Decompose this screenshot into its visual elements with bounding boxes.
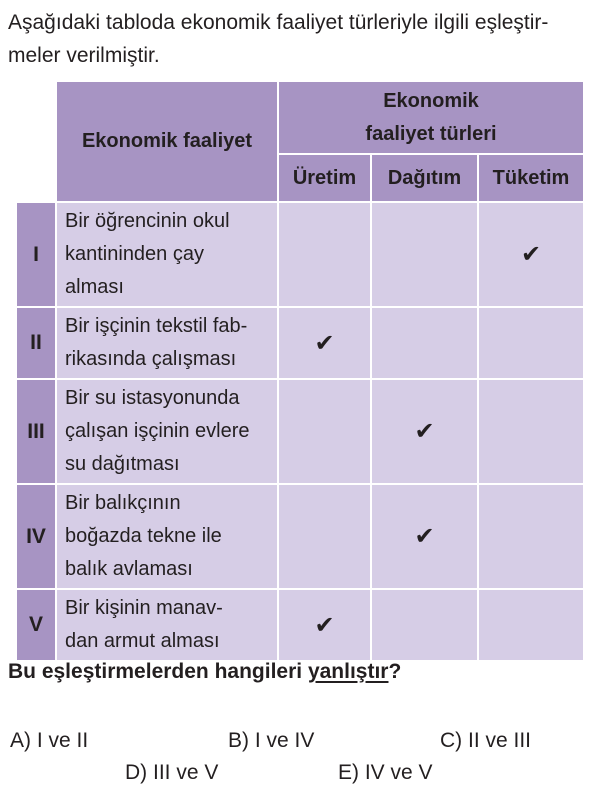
description-line: Bir balıkçının xyxy=(65,492,181,514)
option-e[interactable]: E) IV ve V xyxy=(338,761,433,784)
header-types-line-1: Ekonomik xyxy=(383,89,479,112)
header-type-tuketim: Tüketim xyxy=(479,155,583,201)
type-cell xyxy=(279,590,370,660)
row-number: II xyxy=(17,308,55,378)
description-line: rikasında çalışması xyxy=(65,348,237,370)
question-end: ? xyxy=(388,660,402,683)
intro-line-1: Aşağıdaki tabloda ekonomik faaliyet türleriyle ilgili eşleştir- xyxy=(8,11,549,34)
activity-table xyxy=(15,80,585,662)
type-cell xyxy=(372,308,477,378)
row-number: IV xyxy=(17,485,55,588)
activity-description xyxy=(57,203,277,306)
header-activity: Ekonomik faaliyet xyxy=(57,82,277,201)
checkmark-icon: ✔ xyxy=(414,418,435,445)
corner-blank xyxy=(17,82,55,201)
type-cell xyxy=(479,590,583,660)
option-d[interactable]: D) III ve V xyxy=(125,761,219,784)
type-cell xyxy=(279,380,370,483)
description-line: alması xyxy=(65,276,124,298)
question-lead: Bu eşleştirmelerden hangileri xyxy=(8,660,308,683)
checkmark-icon: ✔ xyxy=(520,241,542,268)
header-type-dagitim: Dağıtım xyxy=(372,155,477,201)
intro-text xyxy=(8,6,590,72)
description-line: boğazda tekne ile xyxy=(65,525,222,547)
question-text xyxy=(8,660,401,684)
row-number: III xyxy=(17,380,55,483)
description-line: Bir işçinin tekstil fab- xyxy=(65,315,248,337)
table-row xyxy=(17,485,583,588)
table-row xyxy=(17,203,583,306)
header-types-line-2: faaliyet türleri xyxy=(365,122,497,145)
activity-description xyxy=(57,485,277,588)
type-cell xyxy=(479,308,583,378)
type-cell xyxy=(479,203,583,306)
intro-line-2: meler verilmiştir. xyxy=(8,44,160,67)
checkmark-icon: ✔ xyxy=(314,329,335,357)
description-line: su dağıtması xyxy=(65,453,180,475)
checkmark-icon: ✔ xyxy=(414,523,435,550)
table-body xyxy=(17,203,583,660)
activity-description xyxy=(57,380,277,483)
row-number: I xyxy=(17,203,55,306)
header-activity-types xyxy=(279,82,583,153)
type-cell xyxy=(479,485,583,588)
table-row xyxy=(17,308,583,378)
type-cell xyxy=(372,485,477,588)
table-row xyxy=(17,590,583,660)
option-a[interactable]: A) I ve II xyxy=(10,729,89,752)
description-line: Bir kişinin manav- xyxy=(65,597,223,619)
activity-table-wrapper xyxy=(15,80,585,662)
description-line: kantininden çay xyxy=(65,243,204,265)
description-line: Bir su istasyonunda xyxy=(65,387,240,409)
description-line: çalışan işçinin evlere xyxy=(65,420,250,442)
header-type-uretim: Üretim xyxy=(279,155,370,201)
description-line: balık avlaması xyxy=(65,558,193,580)
type-cell xyxy=(279,308,370,378)
type-cell xyxy=(279,485,370,588)
row-number: V xyxy=(17,590,55,660)
checkmark-icon: ✔ xyxy=(314,611,335,639)
question-emphasis: yanlıştır xyxy=(307,660,389,683)
option-b[interactable]: B) I ve IV xyxy=(228,729,315,752)
option-c[interactable]: C) II ve III xyxy=(440,729,532,752)
activity-description xyxy=(57,308,277,378)
type-cell xyxy=(372,380,477,483)
type-cell xyxy=(372,203,477,306)
type-cell xyxy=(372,590,477,660)
table-row xyxy=(17,380,583,483)
description-line: Bir öğrencinin okul xyxy=(65,210,230,232)
type-cell xyxy=(279,203,370,306)
type-cell xyxy=(479,380,583,483)
activity-description xyxy=(57,590,277,660)
description-line: dan armut alması xyxy=(65,630,220,652)
